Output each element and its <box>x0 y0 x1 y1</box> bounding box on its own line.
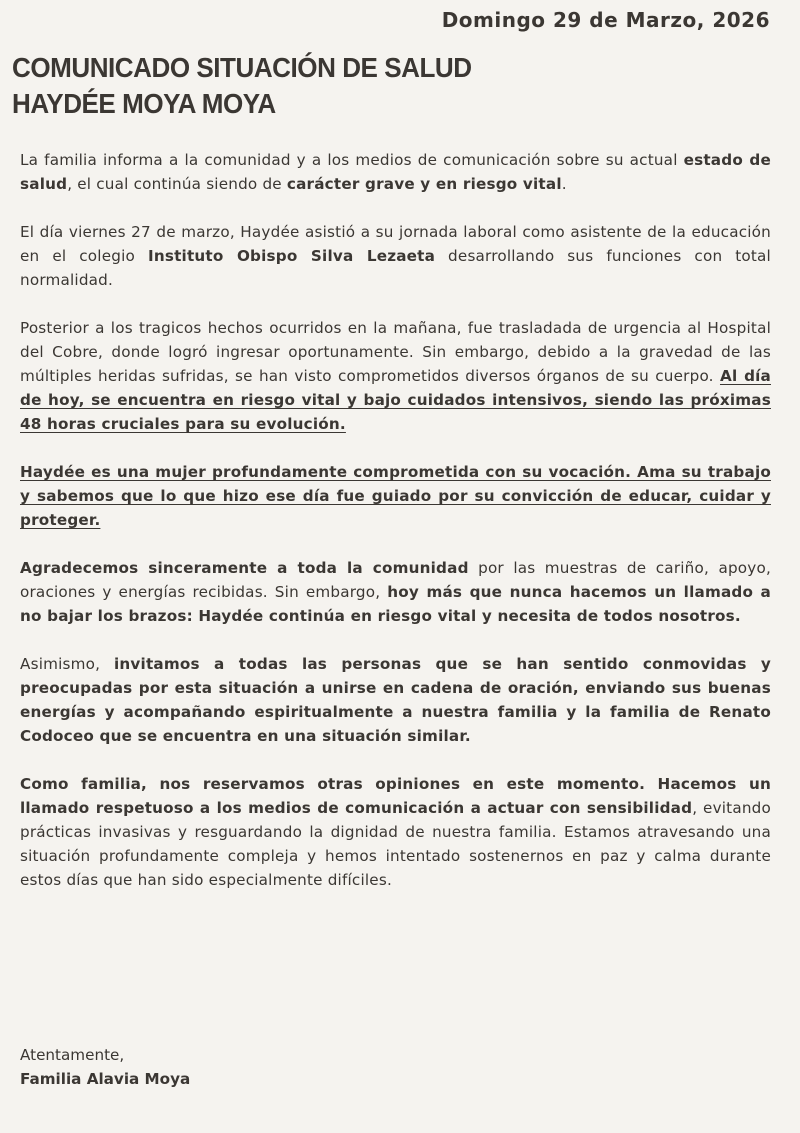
paragraph-media-request <box>20 772 771 892</box>
paragraph-health-status <box>20 148 771 196</box>
emphasized-text: Al día de hoy, se encuentra en riesgo vital y bajo cuidados intensivos, siendo las próximas 48 horas cruciales para su evolución. <box>20 367 771 433</box>
body-text: . <box>561 175 567 193</box>
body-text: , evitando prácticas invasivas y resguardando la dignidad de nuestra familia. Estamos atravesando una situación profundamente compleja y hemos intentado sostenernos en paz y calma durante estos días que han sido especialmente difíciles. <box>20 799 771 889</box>
title-line-1: COMUNICADO SITUACIÓN DE SALUD <box>12 52 472 83</box>
statement-body <box>20 148 771 916</box>
body-text: , el cual continúa siendo de <box>67 175 287 193</box>
body-text: El día viernes 27 de marzo, Haydée asistió a su jornada laboral como asistente de la educación en el colegio <box>20 223 771 265</box>
paragraph-vocation <box>20 460 771 532</box>
paragraph-workday <box>20 220 771 292</box>
body-text: desarrollando sus funciones con total normalidad. <box>20 247 771 289</box>
body-text: Asimismo, <box>20 655 115 673</box>
emphasized-text: hoy más que nunca hacemos un llamado a no bajar los brazos: Haydée continúa en riesgo vital y necesita de todos nosotros. <box>20 583 771 625</box>
emphasized-text: estado de salud <box>20 151 771 193</box>
signature: Familia Alavia Moya <box>20 1070 191 1088</box>
body-text: por las muestras de cariño, apoyo, oraciones y energías recibidas. Sin embargo, <box>20 559 772 601</box>
paragraph-thanks <box>20 556 771 628</box>
emphasized-text: carácter grave y en riesgo vital <box>286 175 562 193</box>
emphasized-text: Haydée es una mujer profundamente comprometida con su vocación. Ama su trabajo y sabemos que lo que hizo ese día fue guiado por su convicción de educar, cuidar y proteger. <box>20 463 771 529</box>
emphasized-text: Instituto Obispo Silva Lezaeta <box>147 247 436 265</box>
paragraph-hospital <box>20 316 771 436</box>
salutation: Atentamente, <box>20 1046 125 1064</box>
closing <box>20 1043 190 1091</box>
body-text: Posterior a los tragicos hechos ocurridos en la mañana, fue trasladada de urgencia al Hospital del Cobre, donde logró ingresar oportunamente. Sin embargo, debido a la gravedad de las múltiples heridas sufridas, se han visto comprometidos diversos órganos de su cuerpo. <box>20 319 771 385</box>
paragraph-prayer-chain <box>20 652 771 748</box>
emphasized-text: invitamos a todas las personas que se han sentido conmovidas y preocupadas por esta situación a unirse en cadena de oración, enviando sus buenas energías y acompañando espiritualmente a nuestra familia y la familia de Renato Codoceo que se encuentra en una situación similar. <box>20 655 771 745</box>
page-title <box>12 50 472 122</box>
body-text: La familia informa a la comunidad y a los medios de comunicación sobre su actual <box>20 151 684 169</box>
statement-date: Domingo 29 de Marzo, 2026 <box>441 8 770 32</box>
emphasized-text: Como familia, nos reservamos otras opiniones en este momento. Hacemos un llamado respetuoso a los medios de comunicación a actuar con sensibilidad <box>20 775 771 817</box>
title-line-2: HAYDÉE MOYA MOYA <box>12 88 276 119</box>
emphasized-text: Agradecemos sinceramente a toda la comunidad <box>20 559 469 577</box>
